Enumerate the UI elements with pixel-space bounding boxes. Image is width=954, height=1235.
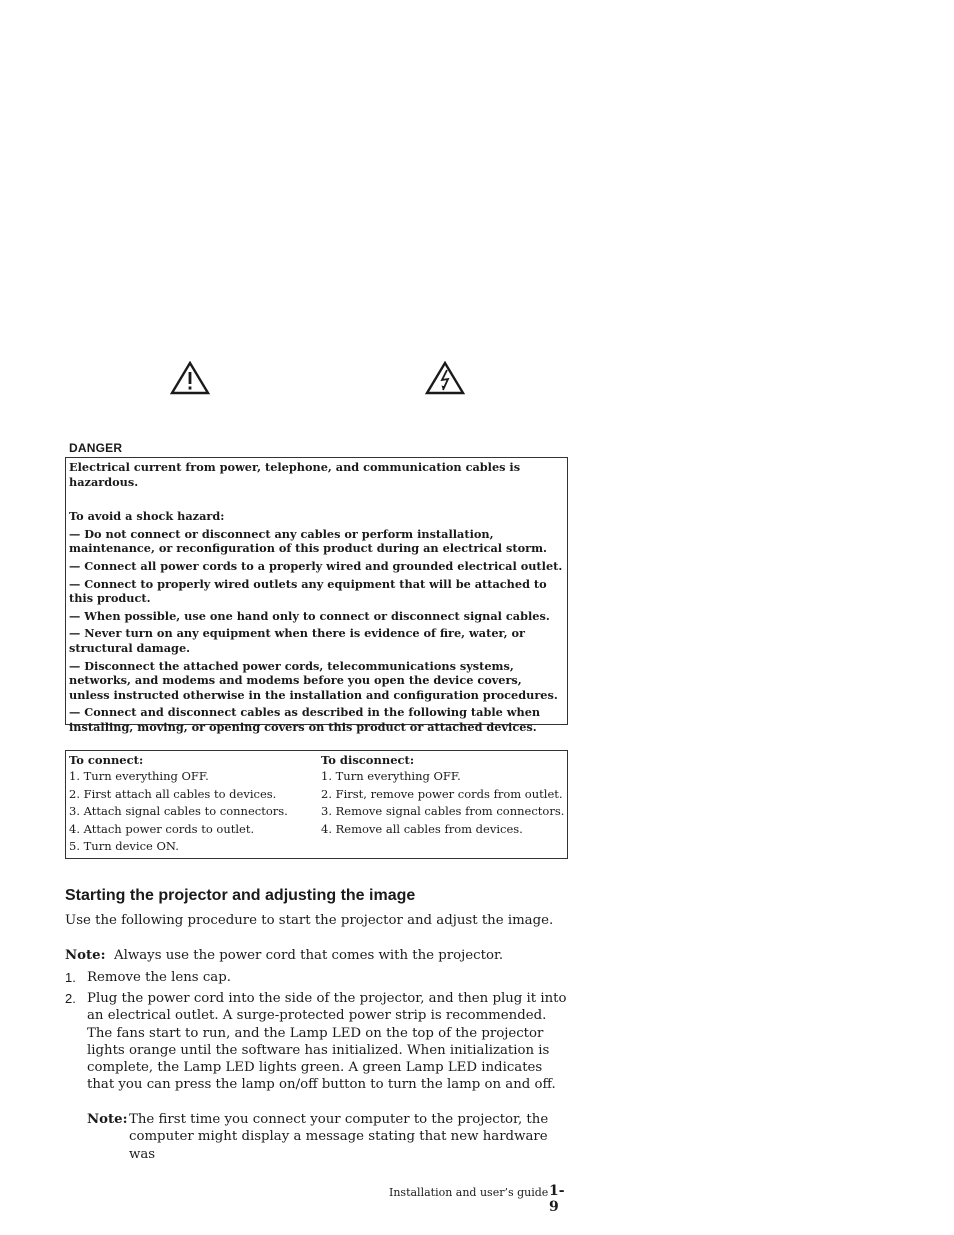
- connect-step: 3. Attach signal cables to connectors.: [69, 804, 288, 818]
- danger-item: — Connect all power cords to a properly wired and grounded electrical outlet.: [69, 558, 563, 573]
- warning-triangle-icon: [170, 361, 210, 395]
- danger-item: — Connect to properly wired outlets any equipment that will be attached to this product.: [69, 576, 547, 606]
- danger-intro: Electrical current from power, telephone, and communication cables is hazardous.: [69, 460, 521, 489]
- disconnect-step: 3. Remove signal cables from connectors.: [321, 804, 565, 818]
- note-text: Always use the power cord that comes with the projector.: [114, 948, 504, 963]
- danger-item: — Disconnect the attached power cords, telecommunications systems, networks, and modems and modems before you open the device covers, unless instructed otherwise in the installation and configuration procedures.: [69, 658, 558, 702]
- danger-label: DANGER: [69, 441, 123, 455]
- connect-step: 5. Turn device ON.: [69, 839, 179, 853]
- note-text: The first time you connect your computer to the projector, the computer might display a message stating that new hardware was: [129, 1112, 549, 1162]
- section-intro: Use the following procedure to start the projector and adjust the image.: [65, 913, 554, 928]
- connect-step: 2. First attach all cables to devices.: [69, 786, 277, 801]
- disconnect-header: To disconnect:: [321, 753, 415, 767]
- step-text: Plug the power cord into the side of the projector, and then plug it into an electrical outlet. A surge-protected power strip is recommended. The fans start to run, and the Lamp LED on the top of the projector lights orange until the software has initialized. When initialization is complete, the Lamp LED lights green. A green Lamp LED indicates that you can press the lamp on/off button to turn the lamp on and off.: [87, 991, 567, 1093]
- footer-guide-title: Installation and user’s guide: [389, 1186, 549, 1199]
- step-number: 2.: [65, 991, 76, 1006]
- danger-notice-box: [65, 457, 568, 734]
- step-text: Remove the lens cap.: [87, 970, 231, 985]
- note-label: Note:: [87, 1112, 128, 1127]
- disconnect-column: [321, 753, 566, 838]
- connect-header: To connect:: [69, 753, 144, 767]
- disconnect-step: 1. Turn everything OFF.: [321, 769, 461, 783]
- danger-item: — When possible, use one hand only to connect or disconnect signal cables.: [69, 608, 550, 623]
- disconnect-step: 2. First, remove power cords from outlet.: [321, 786, 563, 801]
- step-number: 1.: [65, 970, 76, 985]
- note-power-cord: [65, 947, 570, 964]
- connect-column: [69, 753, 314, 856]
- danger-item: — Connect and disconnect cables as described in the following table when installing, moving, or opening covers on this product or attached devices.: [69, 705, 541, 734]
- danger-item: — Do not connect or disconnect any cables or perform installation, maintenance, or reconfiguration of this product during an electrical storm.: [69, 526, 547, 556]
- cable-procedure-table: [65, 750, 568, 859]
- section-title: Starting the projector and adjusting the image: [65, 887, 416, 904]
- page-number: 1-9: [549, 1183, 565, 1215]
- connect-step: 1. Turn everything OFF.: [69, 769, 209, 783]
- note-label: Note:: [65, 948, 106, 963]
- danger-avoid-heading: To avoid a shock hazard:: [69, 509, 225, 524]
- connect-step: 4. Attach power cords to outlet.: [69, 821, 255, 836]
- disconnect-step: 4. Remove all cables from devices.: [321, 821, 523, 836]
- danger-item: — Never turn on any equipment when there is evidence of fire, water, or structural damage.: [69, 626, 525, 655]
- electrical-hazard-icon: [425, 361, 465, 395]
